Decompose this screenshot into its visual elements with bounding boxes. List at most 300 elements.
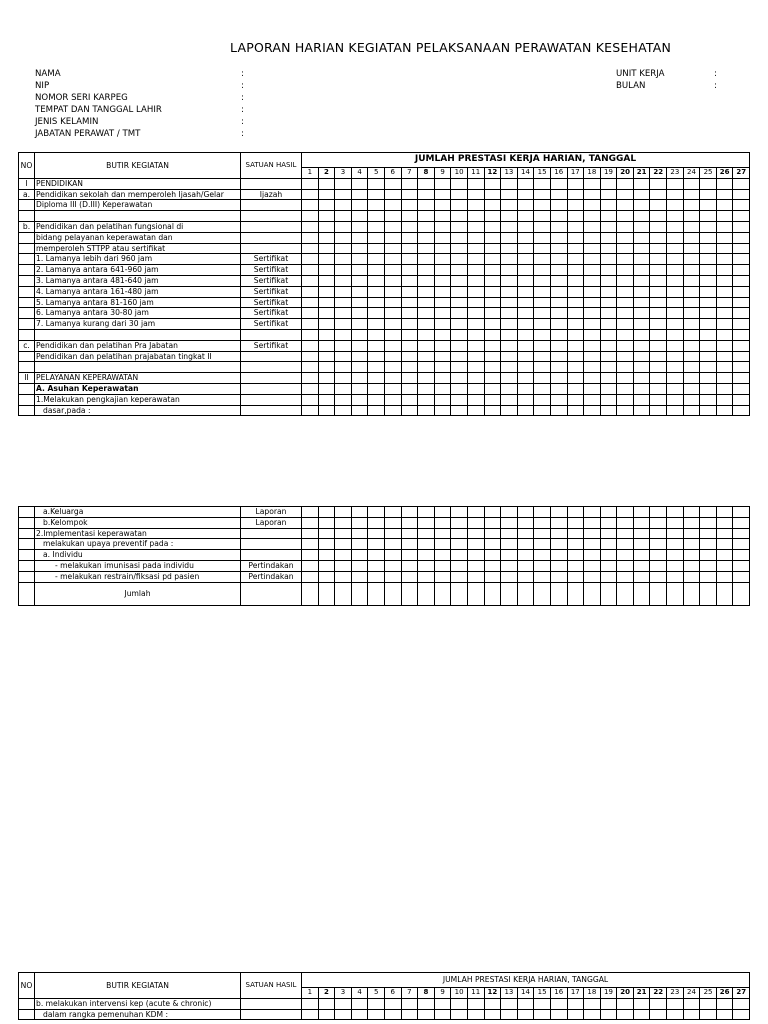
day-cell (451, 178, 468, 189)
day-cell (633, 211, 650, 222)
day-cell (384, 286, 401, 297)
day-cell (567, 319, 584, 330)
total-day-cell (683, 582, 700, 605)
row-activity: 6. Lamanya antara 30-80 jam (35, 308, 241, 319)
day-cell (633, 362, 650, 373)
day-cell (584, 319, 601, 330)
day-cell (318, 550, 335, 561)
day-cell (368, 178, 385, 189)
day-cell (368, 275, 385, 286)
day-cell (484, 189, 501, 200)
row-activity: Pendidikan dan pelatihan fungsional di (35, 221, 241, 232)
header-jumlah-prestasi: JUMLAH PRESTASI KERJA HARIAN, TANGGAL (302, 973, 750, 988)
day-cell (567, 297, 584, 308)
day-number-9: 9 (434, 988, 451, 999)
day-cell (667, 373, 684, 384)
day-cell (401, 351, 418, 362)
day-cell (584, 232, 601, 243)
day-cell (667, 189, 684, 200)
day-cell (351, 275, 368, 286)
activity-table-2 (18, 506, 750, 606)
day-cell (418, 265, 435, 276)
day-cell (650, 243, 667, 254)
total-day-cell (501, 582, 518, 605)
total-day-cell (716, 582, 733, 605)
day-cell (683, 297, 700, 308)
day-cell (600, 340, 617, 351)
day-cell (733, 221, 750, 232)
day-cell (302, 286, 319, 297)
day-cell (567, 362, 584, 373)
day-cell (434, 340, 451, 351)
day-cell (550, 308, 567, 319)
day-cell (550, 405, 567, 416)
day-cell (501, 232, 518, 243)
day-cell (517, 373, 534, 384)
day-cell (617, 517, 634, 528)
day-cell (733, 507, 750, 518)
row-number (19, 528, 35, 539)
day-cell (567, 308, 584, 319)
day-cell (351, 383, 368, 394)
day-cell (351, 571, 368, 582)
day-cell (584, 362, 601, 373)
day-cell (700, 507, 717, 518)
day-cell (667, 362, 684, 373)
day-cell (617, 405, 634, 416)
day-number-5: 5 (368, 168, 385, 179)
day-cell (667, 998, 684, 1009)
day-cell (451, 373, 468, 384)
row-activity: PELAYANAN KEPERAWATAN (35, 373, 241, 384)
day-cell (683, 286, 700, 297)
day-cell (418, 221, 435, 232)
day-cell (384, 394, 401, 405)
day-cell (351, 560, 368, 571)
day-number-14: 14 (517, 988, 534, 999)
day-cell (368, 265, 385, 276)
day-cell (302, 200, 319, 211)
day-cell (384, 550, 401, 561)
day-cell (335, 265, 352, 276)
identity-fields-right (616, 68, 736, 92)
day-cell (501, 998, 518, 1009)
row-activity: melakukan upaya preventif pada : (35, 539, 241, 550)
day-number-21: 21 (633, 168, 650, 179)
day-cell (302, 560, 319, 571)
identity-field-label: JENIS KELAMIN (35, 117, 99, 127)
day-cell (700, 362, 717, 373)
day-cell (318, 394, 335, 405)
row-activity: 5. Lamanya antara 81-160 jam (35, 297, 241, 308)
day-cell (368, 550, 385, 561)
day-cell (384, 571, 401, 582)
total-day-cell (484, 582, 501, 605)
day-cell (633, 507, 650, 518)
day-cell (467, 560, 484, 571)
day-cell (484, 571, 501, 582)
day-cell (683, 383, 700, 394)
day-cell (467, 373, 484, 384)
day-cell (335, 528, 352, 539)
row-number (19, 329, 35, 340)
day-cell (650, 362, 667, 373)
day-cell (517, 998, 534, 1009)
total-day-cell (467, 582, 484, 605)
day-cell (600, 998, 617, 1009)
row-unit: Sertifikat (241, 254, 302, 265)
day-cell (401, 178, 418, 189)
day-cell (517, 571, 534, 582)
day-cell (384, 200, 401, 211)
day-cell (351, 539, 368, 550)
day-cell (716, 232, 733, 243)
day-cell (716, 189, 733, 200)
day-cell (335, 351, 352, 362)
day-cell (517, 1009, 534, 1020)
day-cell (567, 550, 584, 561)
day-cell (716, 265, 733, 276)
day-cell (501, 286, 518, 297)
day-cell (351, 394, 368, 405)
day-cell (434, 560, 451, 571)
day-cell (584, 211, 601, 222)
day-cell (484, 405, 501, 416)
table-row (19, 507, 750, 518)
day-cell (650, 507, 667, 518)
identity-field-colon: : (714, 81, 717, 91)
day-cell (550, 507, 567, 518)
day-cell (384, 340, 401, 351)
day-cell (351, 340, 368, 351)
day-cell (633, 550, 650, 561)
row-number (19, 351, 35, 362)
day-cell (418, 394, 435, 405)
day-cell (302, 539, 319, 550)
day-cell (534, 351, 551, 362)
day-cell (384, 539, 401, 550)
day-cell (667, 405, 684, 416)
day-cell (733, 351, 750, 362)
day-cell (467, 1009, 484, 1020)
row-activity (35, 211, 241, 222)
day-cell (467, 528, 484, 539)
day-cell (467, 275, 484, 286)
day-cell (716, 373, 733, 384)
day-cell (600, 254, 617, 265)
day-cell (517, 405, 534, 416)
day-cell (633, 275, 650, 286)
day-cell (368, 211, 385, 222)
day-cell (534, 221, 551, 232)
row-unit: Ijazah (241, 189, 302, 200)
day-cell (584, 265, 601, 276)
identity-field-colon: : (714, 69, 717, 79)
day-cell (368, 340, 385, 351)
row-activity: Pendidikan dan pelatihan Pra Jabatan (35, 340, 241, 351)
day-cell (302, 232, 319, 243)
day-cell (517, 340, 534, 351)
day-cell (584, 383, 601, 394)
day-cell (716, 243, 733, 254)
day-cell (683, 1009, 700, 1020)
day-cell (667, 275, 684, 286)
day-cell (517, 232, 534, 243)
identity-field-label: NAMA (35, 69, 61, 79)
total-day-cell (335, 582, 352, 605)
total-day-cell (434, 582, 451, 605)
row-unit: Sertifikat (241, 308, 302, 319)
header-no: NO (19, 973, 35, 999)
day-cell (600, 178, 617, 189)
day-cell (584, 560, 601, 571)
day-cell (633, 232, 650, 243)
day-cell (633, 319, 650, 330)
day-cell (600, 405, 617, 416)
day-cell (650, 211, 667, 222)
row-number: I (19, 178, 35, 189)
row-number (19, 243, 35, 254)
row-unit: Laporan (241, 507, 302, 518)
day-cell (667, 319, 684, 330)
day-cell (716, 254, 733, 265)
day-cell (716, 319, 733, 330)
row-activity: - melakukan imunisasi pada individu (35, 560, 241, 571)
day-cell (434, 998, 451, 1009)
day-cell (534, 394, 551, 405)
day-cell (384, 308, 401, 319)
row-unit (241, 200, 302, 211)
day-cell (600, 297, 617, 308)
day-cell (467, 394, 484, 405)
day-cell (467, 178, 484, 189)
total-day-cell (617, 582, 634, 605)
day-cell (384, 560, 401, 571)
day-cell (384, 232, 401, 243)
day-cell (418, 517, 435, 528)
day-cell (451, 405, 468, 416)
day-cell (600, 221, 617, 232)
day-cell (384, 329, 401, 340)
day-cell (484, 539, 501, 550)
day-cell (650, 275, 667, 286)
row-number (19, 211, 35, 222)
day-cell (484, 265, 501, 276)
day-cell (617, 560, 634, 571)
table-row (19, 1009, 750, 1020)
day-cell (368, 319, 385, 330)
day-cell (467, 254, 484, 265)
day-cell (584, 550, 601, 561)
day-cell (683, 517, 700, 528)
day-cell (351, 189, 368, 200)
day-cell (434, 351, 451, 362)
day-cell (467, 211, 484, 222)
day-cell (534, 517, 551, 528)
day-cell (318, 200, 335, 211)
day-cell (617, 286, 634, 297)
day-number-14: 14 (517, 168, 534, 179)
day-cell (368, 383, 385, 394)
day-cell (351, 319, 368, 330)
day-cell (484, 178, 501, 189)
day-cell (600, 507, 617, 518)
day-cell (318, 405, 335, 416)
header-butir-kegiatan: BUTIR KEGIATAN (35, 973, 241, 999)
day-cell (484, 329, 501, 340)
day-cell (484, 507, 501, 518)
day-cell (534, 286, 551, 297)
day-cell (633, 189, 650, 200)
day-cell (302, 243, 319, 254)
total-day-cell (667, 582, 684, 605)
day-cell (667, 286, 684, 297)
day-cell (484, 1009, 501, 1020)
day-number-25: 25 (700, 168, 717, 179)
day-cell (467, 507, 484, 518)
day-cell (434, 362, 451, 373)
day-cell (484, 998, 501, 1009)
day-number-7: 7 (401, 168, 418, 179)
day-cell (550, 373, 567, 384)
day-cell (700, 405, 717, 416)
total-day-cell (584, 582, 601, 605)
day-cell (733, 200, 750, 211)
day-cell (384, 221, 401, 232)
day-cell (418, 571, 435, 582)
day-cell (434, 571, 451, 582)
day-cell (667, 178, 684, 189)
day-cell (434, 394, 451, 405)
day-cell (302, 351, 319, 362)
day-cell (534, 211, 551, 222)
identity-field-colon: : (241, 69, 244, 79)
day-cell (584, 221, 601, 232)
table-row (19, 550, 750, 561)
row-unit: Sertifikat (241, 297, 302, 308)
day-cell (617, 351, 634, 362)
day-cell (401, 297, 418, 308)
day-cell (733, 178, 750, 189)
day-cell (401, 528, 418, 539)
page-title: LAPORAN HARIAN KEGIATAN PELAKSANAAN PERAWATAN KESEHATAN (230, 40, 672, 55)
day-number-26: 26 (716, 168, 733, 179)
day-cell (584, 200, 601, 211)
day-cell (584, 275, 601, 286)
day-cell (418, 383, 435, 394)
day-cell (467, 550, 484, 561)
day-number-4: 4 (351, 168, 368, 179)
day-cell (501, 394, 518, 405)
day-cell (401, 243, 418, 254)
day-cell (335, 394, 352, 405)
day-cell (667, 507, 684, 518)
day-cell (534, 528, 551, 539)
day-cell (467, 297, 484, 308)
day-cell (302, 528, 319, 539)
day-cell (650, 998, 667, 1009)
row-number (19, 517, 35, 528)
day-cell (600, 329, 617, 340)
day-number-3: 3 (335, 988, 352, 999)
day-cell (368, 571, 385, 582)
day-cell (567, 373, 584, 384)
day-cell (368, 254, 385, 265)
day-cell (467, 308, 484, 319)
day-cell (451, 189, 468, 200)
day-cell (683, 351, 700, 362)
day-cell (550, 254, 567, 265)
day-cell (716, 297, 733, 308)
row-unit (241, 221, 302, 232)
day-cell (600, 550, 617, 561)
day-cell (700, 517, 717, 528)
day-cell (434, 254, 451, 265)
day-cell (501, 528, 518, 539)
table-header-row (19, 153, 750, 168)
day-cell (617, 221, 634, 232)
day-cell (534, 178, 551, 189)
day-cell (700, 178, 717, 189)
day-cell (633, 243, 650, 254)
day-cell (467, 340, 484, 351)
day-cell (467, 405, 484, 416)
day-cell (434, 373, 451, 384)
header-butir-kegiatan: BUTIR KEGIATAN (35, 153, 241, 179)
day-number-7: 7 (401, 988, 418, 999)
row-number: a. (19, 189, 35, 200)
day-cell (418, 297, 435, 308)
day-cell (700, 221, 717, 232)
day-cell (683, 221, 700, 232)
day-cell (401, 362, 418, 373)
day-cell (667, 211, 684, 222)
row-activity: b.Kelompok (35, 517, 241, 528)
day-cell (501, 275, 518, 286)
day-cell (650, 340, 667, 351)
total-day-cell (650, 582, 667, 605)
day-cell (434, 308, 451, 319)
day-cell (733, 560, 750, 571)
day-cell (434, 189, 451, 200)
day-cell (501, 297, 518, 308)
table-row (19, 340, 750, 351)
day-cell (650, 297, 667, 308)
day-cell (667, 571, 684, 582)
day-cell (650, 232, 667, 243)
day-cell (351, 528, 368, 539)
day-cell (667, 329, 684, 340)
day-cell (467, 998, 484, 1009)
day-cell (368, 560, 385, 571)
row-activity (35, 329, 241, 340)
day-cell (716, 539, 733, 550)
day-cell (716, 286, 733, 297)
day-cell (384, 405, 401, 416)
day-cell (517, 221, 534, 232)
day-cell (650, 178, 667, 189)
row-activity: 1. Lamanya lebih dari 960 jam (35, 254, 241, 265)
day-cell (401, 329, 418, 340)
day-cell (434, 265, 451, 276)
day-cell (567, 200, 584, 211)
day-cell (384, 507, 401, 518)
total-unit (241, 582, 302, 605)
day-cell (368, 517, 385, 528)
day-cell (733, 211, 750, 222)
day-cell (683, 178, 700, 189)
day-cell (550, 243, 567, 254)
